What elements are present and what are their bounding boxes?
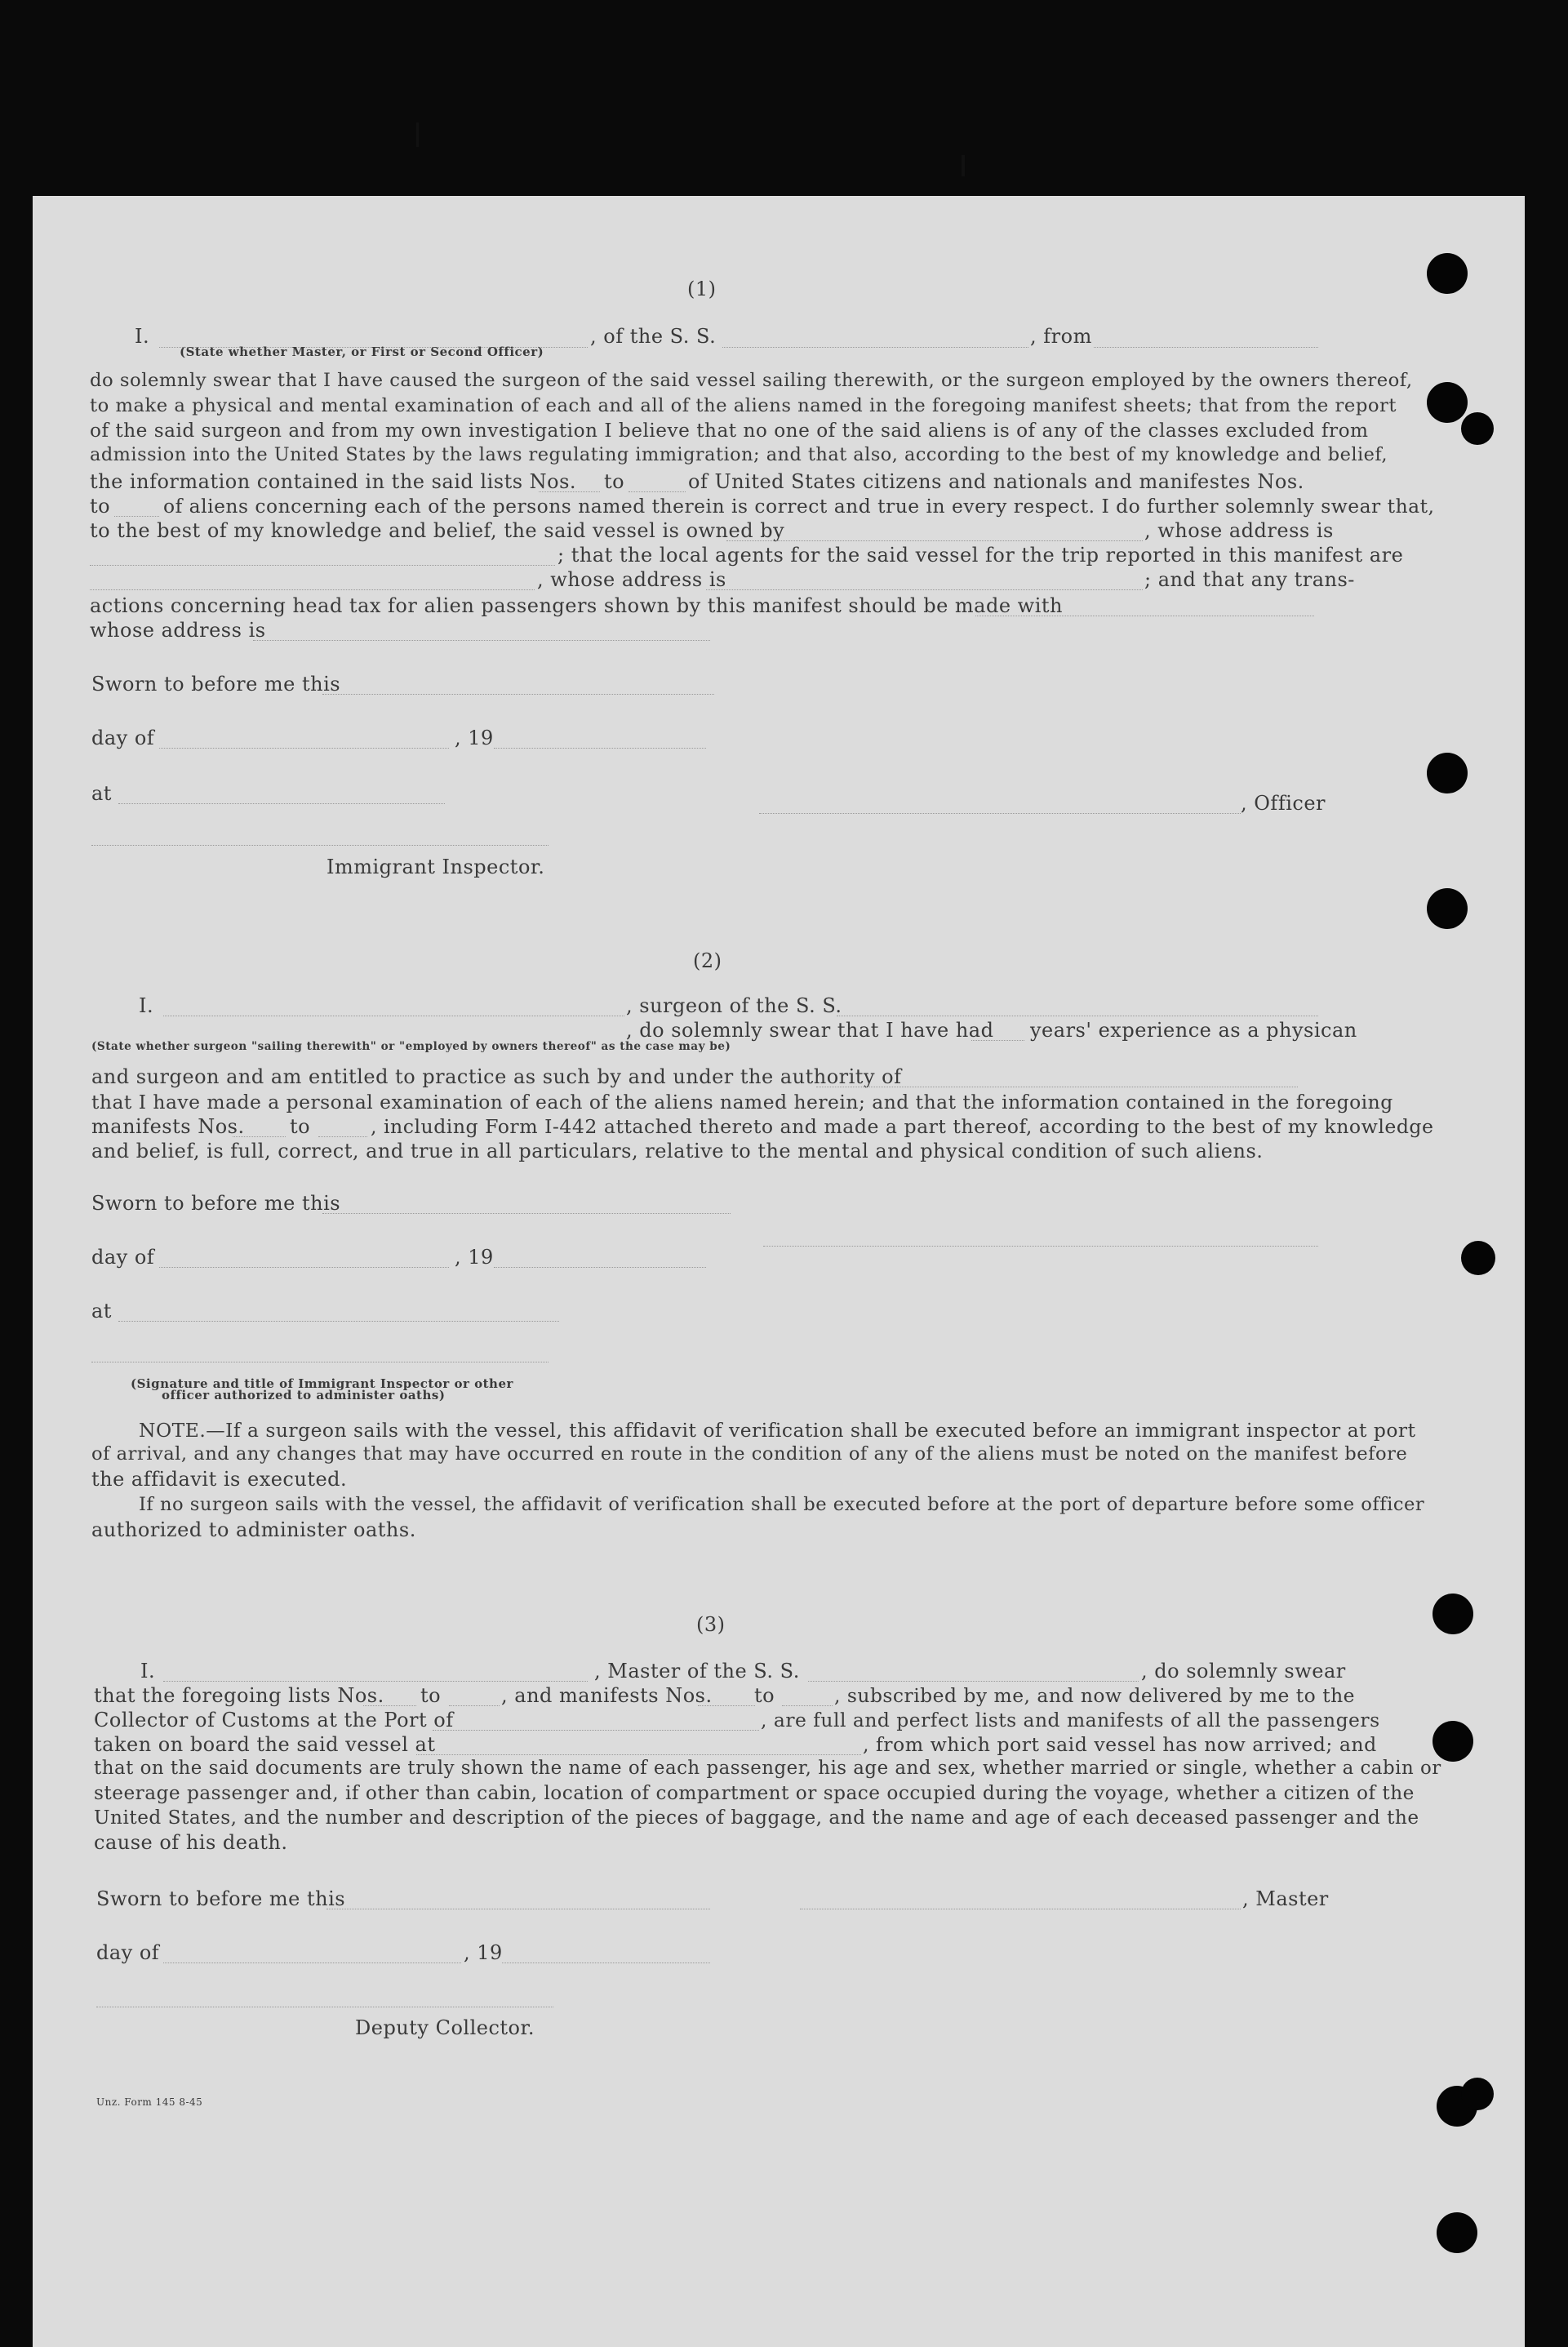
- s3-text-2b: , are full and perfect lists and manifests of all the passengers: [761, 1709, 1380, 1731]
- s1-lists-from-field: [539, 491, 600, 492]
- s1-year-field: [494, 748, 706, 749]
- s2-note-1: NOTE.—If a surgeon sails with the vessel, this affidavit of verification shall be executed before an immigrant inspector at port: [139, 1419, 1416, 1442]
- form-number: Unz. Form 145 8-45: [96, 2096, 203, 2108]
- s1-day-of: day of: [91, 727, 155, 749]
- s1-text-5c: of United States citizens and nationals and manifestes Nos.: [688, 470, 1304, 493]
- s1-text-5b: to: [604, 470, 625, 493]
- s2-sig-caption-1: (Signature and title of Immigrant Inspector or other: [131, 1376, 513, 1391]
- s2-sworn-field: [322, 1213, 731, 1214]
- s1-i: I.: [135, 325, 150, 348]
- s2-i: I.: [139, 994, 154, 1017]
- s1-officer: , Officer: [1241, 792, 1326, 815]
- s3-swear: , do solemnly swear: [1141, 1660, 1346, 1682]
- s1-vessel-field: [722, 347, 1028, 348]
- s1-at: at: [91, 782, 112, 805]
- punch-hole: [1427, 253, 1468, 294]
- punch-hole: [1461, 1241, 1495, 1275]
- s2-text-3a: manifests Nos.: [91, 1115, 245, 1138]
- s2-text-4: and belief, is full, correct, and true in all particulars, relative to the mental and physical condition of such aliens.: [91, 1140, 1264, 1162]
- s3-embark-field: [416, 1754, 861, 1755]
- section-2-heading: (2): [693, 949, 722, 972]
- s1-year: , 19: [455, 727, 494, 749]
- s2-year: , 19: [455, 1246, 494, 1269]
- s2-swear: , do solemnly swear that I have had: [626, 1019, 994, 1042]
- s1-text-8: ; that the local agents for the said vessel for the trip reported in this manifest are: [557, 544, 1404, 567]
- s2-text-3c: , including Form I-442 attached thereto and made a part thereof, according to the best of my knowledge: [371, 1115, 1434, 1138]
- s1-owner-field: [726, 540, 1143, 541]
- s1-agents-field: [90, 589, 535, 590]
- s1-agents-address-field: [706, 589, 1143, 590]
- s1-text-7a: to the best of my knowledge and belief, the said vessel is owned by: [90, 519, 785, 542]
- s2-note-5: authorized to administer oaths.: [91, 1518, 416, 1541]
- s3-text-7: cause of his death.: [94, 1831, 288, 1854]
- s2-manifest-from-field: [233, 1136, 286, 1137]
- s2-years-field: [971, 1040, 1024, 1041]
- s1-text-7b: , whose address is: [1144, 519, 1334, 542]
- s1-text-10: actions concerning head tax for alien passengers shown by this manifest should be made with: [90, 594, 1064, 617]
- s2-sig-caption-2: officer authorized to administer oaths): [162, 1388, 446, 1402]
- s3-text-4: that on the said documents are truly shown the name of each passenger, his age and sex, whether married or single, whether a cabin or: [94, 1758, 1441, 1779]
- s2-year-field: [494, 1267, 706, 1268]
- s1-text-6b: of aliens concerning each of the persons named therein is correct and true in every respect. I do further solemnly swear that,: [163, 495, 1435, 518]
- s1-of-ss: , of the S. S.: [590, 325, 717, 348]
- s1-manifests-to-field: [114, 516, 159, 517]
- s3-text-6: United States, and the number and description of the pieces of baggage, and the name and age of each deceased passenger and the: [94, 1807, 1419, 1829]
- s3-text-1c: , and manifests Nos.: [501, 1684, 713, 1707]
- s1-text-1: do solemnly swear that I have caused the surgeon of the said vessel sailing therewith, or the surgeon employed by the owners thereof,: [90, 370, 1413, 391]
- punch-hole: [1433, 1594, 1473, 1634]
- s2-text-1: and surgeon and am entitled to practice as such by and under the authority of: [91, 1065, 902, 1088]
- s2-note-3: the affidavit is executed.: [91, 1468, 348, 1491]
- s1-inspector-signature-field: [91, 845, 549, 846]
- punch-hole: [1461, 2078, 1494, 2110]
- s2-text-2: that I have made a personal examination of each of the aliens named herein; and that the information contained in the foregoing: [91, 1091, 1393, 1113]
- s3-text-2a: Collector of Customs at the Port of: [94, 1709, 454, 1731]
- s3-deputy: Deputy Collector.: [355, 2016, 535, 2039]
- s3-lists-from-field: [363, 1705, 416, 1706]
- punch-hole: [1461, 412, 1494, 445]
- s2-note: (State whether surgeon "sailing therewith" or "employed by owners thereof" as the case may be): [91, 1040, 731, 1053]
- s2-at-field: [118, 1321, 559, 1322]
- s3-year: , 19: [464, 1941, 503, 1964]
- s1-rank-note: (State whether Master, or First or Second Officer): [180, 344, 544, 359]
- s2-note-2: of arrival, and any changes that may have occurred en route in the condition of any of the aliens must be noted on the manifest before: [91, 1443, 1408, 1465]
- s2-manifest-to-field: [318, 1136, 367, 1137]
- s1-text-2: to make a physical and mental examination of each and all of the aliens named in the foregoing manifest sheets; that from the report: [90, 395, 1397, 416]
- s2-sworn: Sworn to before me this: [91, 1192, 341, 1215]
- s3-i: I.: [140, 1660, 156, 1682]
- s1-at-field: [118, 803, 445, 804]
- s1-text-9b: ; and that any trans-: [1144, 568, 1355, 591]
- s1-text-3: of the said surgeon and from my own investigation I believe that no one of the said aliens is of any of the classes excluded from: [90, 420, 1369, 442]
- punch-hole: [1427, 382, 1468, 423]
- s3-day-of: day of: [96, 1941, 160, 1964]
- s1-inspector: Immigrant Inspector.: [326, 856, 545, 878]
- s3-sworn: Sworn to before me this: [96, 1887, 346, 1910]
- s1-from-field: [1094, 347, 1318, 348]
- s1-owner-address-field: [90, 565, 555, 566]
- s1-from: , from: [1030, 325, 1092, 348]
- s2-years: years' experience as a physican: [1030, 1019, 1357, 1042]
- s3-manifests-to-field: [782, 1705, 833, 1706]
- s2-day-field: [159, 1267, 449, 1268]
- punch-hole: [1437, 2212, 1477, 2253]
- s2-note-4: If no surgeon sails with the vessel, the affidavit of verification shall be executed before at the port of departure before some officer: [139, 1494, 1425, 1515]
- s1-text-4: admission into the United States by the laws regulating immigration; and that also, according to the best of my knowledge and belief,: [90, 444, 1388, 465]
- s2-text-3b: to: [290, 1115, 311, 1138]
- punch-hole: [1427, 888, 1468, 929]
- punch-hole: [1433, 1721, 1473, 1762]
- s3-text-1b: to: [420, 1684, 442, 1707]
- scan-speck: [962, 155, 965, 176]
- s3-text-3a: taken on board the said vessel at: [94, 1733, 436, 1756]
- s1-day-field: [159, 748, 449, 749]
- s3-text-1a: that the foregoing lists Nos.: [94, 1684, 384, 1707]
- s1-lists-to-field: [629, 491, 686, 492]
- s1-head-tax-address-field: [253, 640, 710, 641]
- s3-port-field: [433, 1730, 759, 1731]
- s1-text-6a: to: [90, 495, 111, 518]
- punch-hole: [1427, 753, 1468, 793]
- s1-text-9a: , whose address is: [537, 568, 726, 591]
- s3-vessel-field: [808, 1681, 1139, 1682]
- section-3-heading: (3): [696, 1613, 726, 1636]
- s1-text-5a: the information contained in the said lists Nos.: [90, 470, 577, 493]
- s2-day-of: day of: [91, 1246, 155, 1269]
- s1-text-11: whose address is: [90, 619, 266, 642]
- scan-speck: [416, 122, 419, 147]
- s2-surgeon-signature-field: [763, 1246, 1318, 1247]
- s3-lists-to-field: [449, 1705, 500, 1706]
- s1-sworn: Sworn to before me this: [91, 673, 341, 696]
- s3-name-field: [163, 1681, 588, 1682]
- s3-text-5: steerage passenger and, if other than cabin, location of compartment or space occupied during the voyage, whether a citizen of the: [94, 1782, 1415, 1804]
- section-1-heading: (1): [687, 278, 717, 300]
- s1-sworn-field: [322, 694, 714, 695]
- s2-surgeon-of: , surgeon of the S. S.: [626, 994, 842, 1017]
- s1-officer-signature-field: [759, 813, 1241, 814]
- s3-text-3b: , from which port said vessel has now arrived; and: [863, 1733, 1377, 1756]
- s3-text-1e: , subscribed by me, and now delivered by me to the: [834, 1684, 1356, 1707]
- s3-manifests-from-field: [698, 1705, 755, 1706]
- s3-master-sig: , Master: [1242, 1887, 1329, 1910]
- s3-master-of: , Master of the S. S.: [594, 1660, 800, 1682]
- s2-at: at: [91, 1300, 112, 1322]
- s3-text-1d: to: [754, 1684, 775, 1707]
